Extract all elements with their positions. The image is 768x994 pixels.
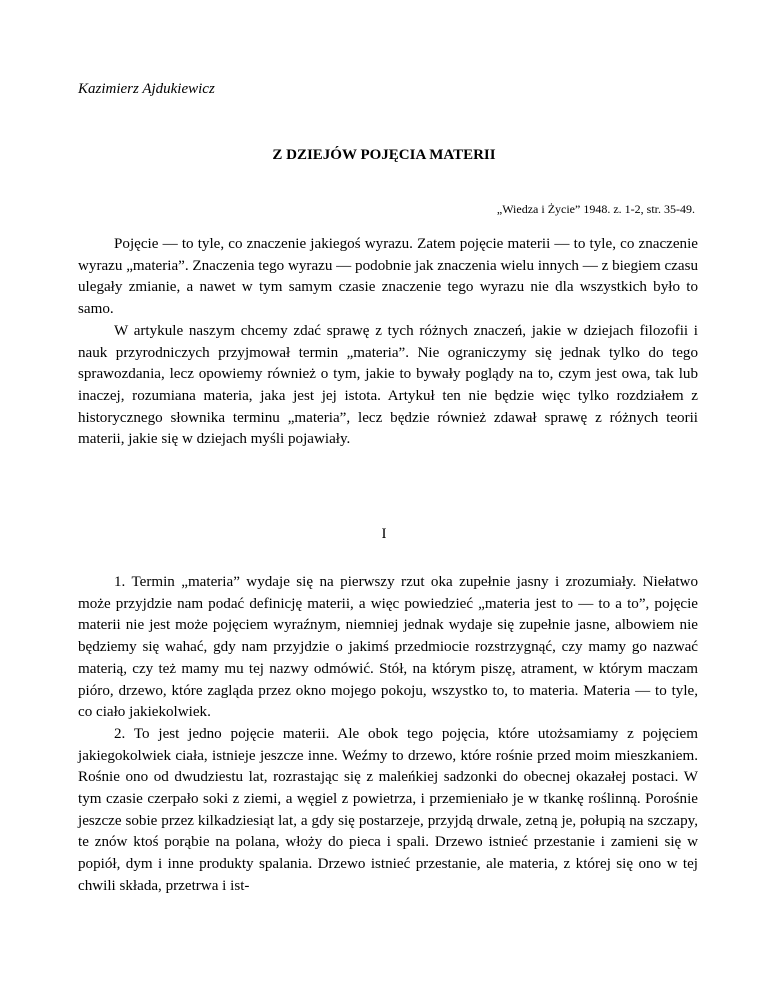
intro-paragraph-2: W artykule naszym chcemy zdać sprawę z tych różnych znaczeń, jakie w dziejach filozofii i nauk przyrodniczych przyjmował termin „materia”. Nie ograniczymy się jednak tylko do tego sprawozdania, lecz opowiemy również o tym, jakie to bywały poglądy na to, czym jest owa, tak lub inaczej, rozumiana materia, jaka jest jej istota. Artykuł ten nie będzie więc tylko rozdziałem z historycznego słownika terminu „materia”, lecz będzie również zdawał sprawę z różnych teorii materii, jakie się w dziejach myśli pojawiały. (78, 322, 698, 448)
section-paragraph-1: 1. Termin „materia” wydaje się na pierwszy rzut oka zupełnie jasny i zrozumiały. Niełatwo może przyjdzie nam podać definicję materii, a więc powiedzieć „materia jest to — to a to”, pojęcie materii nie jest może pojęciem wyraźnym, niemniej jednak wydaje się zupełnie jasne, albowiem nie będziemy się wahać, gdy nam przyjdzie o jakimś przedmiocie rozstrzygnąć, czy mamy go nazwać materią, czy też mamy mu tej nazwy odmówić. Stół, na którym piszę, atrament, w którym maczam pióro, drzewo, które zagląda przez okno mojego pokoju, wszystko to, to materia. Materia — to tyle, co ciało jakiekolwiek. (78, 574, 698, 721)
article-title: Z DZIEJÓW POJĘCIA MATERII (272, 147, 496, 163)
intro-text (78, 234, 698, 451)
author-name: Kazimierz Ajdukiewicz (78, 81, 215, 97)
section-heading: I (381, 526, 387, 542)
section-1-text (78, 572, 698, 898)
intro-paragraph-1: Pojęcie — to tyle, co znaczenie jakiegoś wyrazu. Zatem pojęcie materii — to tyle, co znaczenie wyrazu „materia”. Znaczenia tego wyrazu — podobnie jak znaczenia wielu innych — z biegiem czasu ulegały zmianie, a nawet w tym samym czasie znaczenie tego wyrazu nie dla wszystkich było to samo. (78, 236, 698, 318)
source-citation: „Wiedza i Życie” 1948. z. 1-2, str. 35-49. (496, 202, 695, 216)
section-paragraph-2: 2. To jest jedno pojęcie materii. Ale obok tego pojęcia, które utożsamiamy z pojęciem jakiegokolwiek ciała, istnieje jeszcze inne. Weźmy to drzewo, które rośnie przed moim mieszkaniem. Rośnie ono od dwudziestu lat, rozrastając się z maleńkiej sadzonki do obecnej okazałej postaci. W tym czasie czerpało soki z ziemi, a węgiel z powietrza, i przemieniało je w tkankę roślinną. Porośnie jeszcze sobie przez kilkadziesiąt lat, a gdy się postarzeje, przyjdą drwale, zetną je, połupią na szczapy, te znów ktoś porąbie na polana, włoży do pieca i spali. Drzewo istnieć przestanie i zamieni się w popiół, dym i inne produkty spalania. Drzewo istnieć przestanie, ale materia, z której się ono w tej chwili składa, przetrwa i ist- (78, 725, 698, 894)
